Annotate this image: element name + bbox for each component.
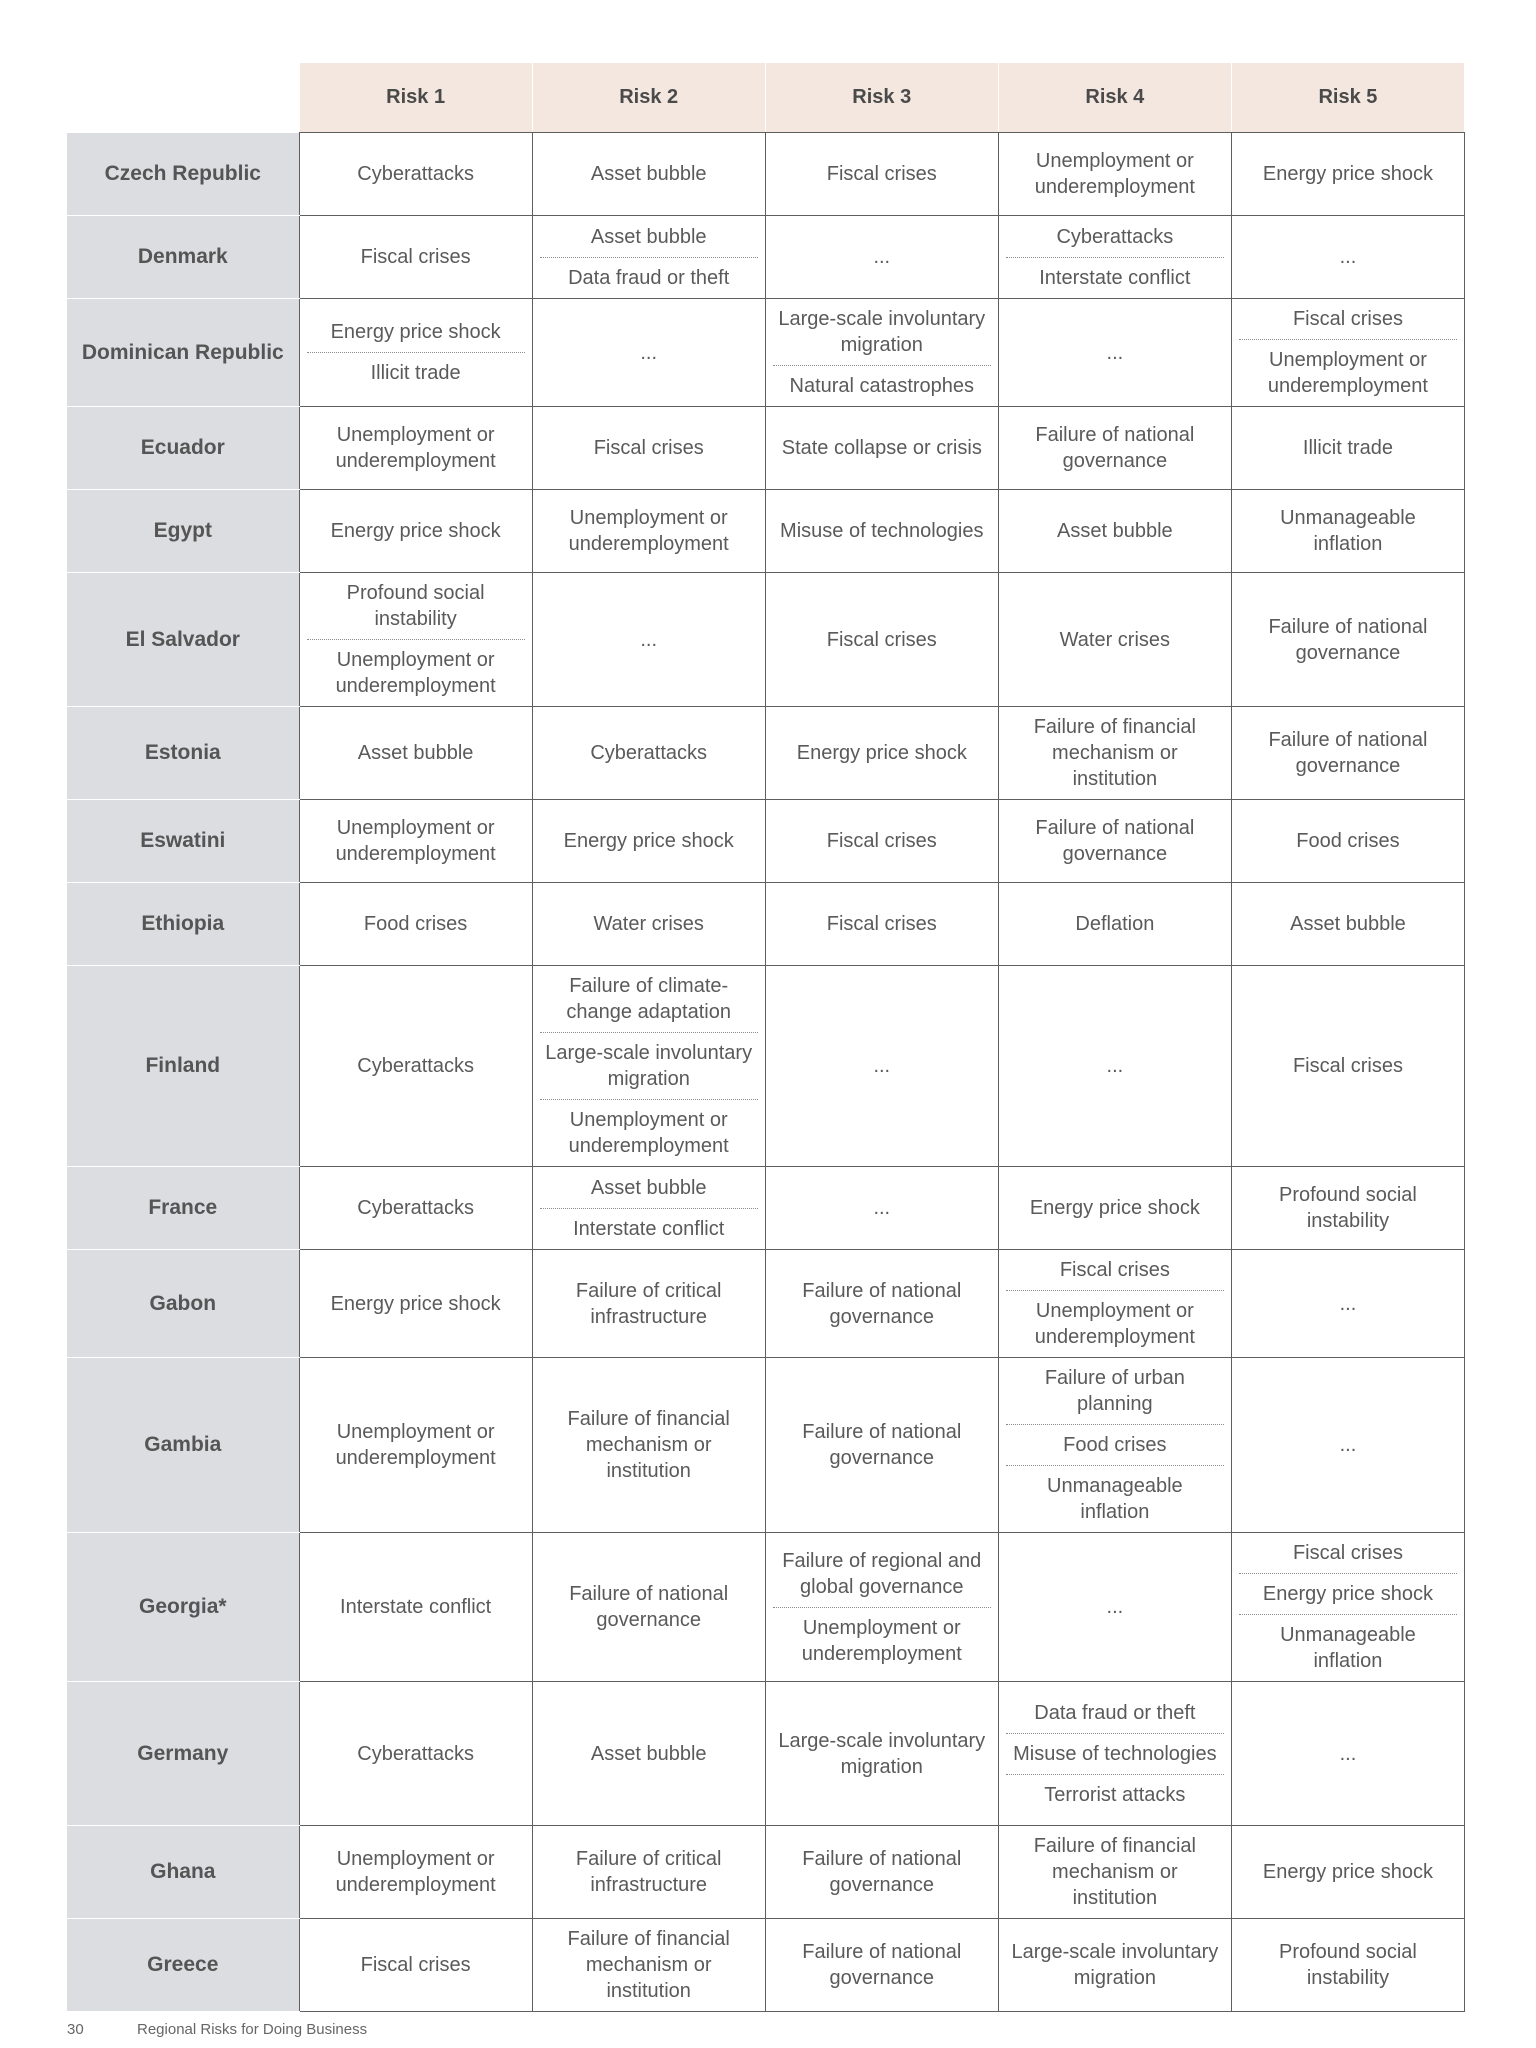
- risk-item: Failure of urban planning: [1044, 1367, 1185, 1415]
- risk-item: Profound social instability: [1279, 1941, 1417, 1989]
- risk-2-cell: [532, 1826, 765, 1919]
- risk-1-cell: [299, 1826, 532, 1919]
- risk-item: Failure of national governance: [802, 1421, 962, 1469]
- risk-item: ...: [1106, 1055, 1124, 1077]
- risk-3-cell: [765, 407, 998, 490]
- risk-3-cell: [765, 1167, 998, 1250]
- risk-5-cell: [1231, 1358, 1464, 1533]
- risk-1-cell: [299, 883, 532, 966]
- risk-2-cell: [532, 573, 765, 707]
- risk-2-cell: [532, 299, 765, 407]
- country-name: Dominican Republic: [67, 299, 299, 407]
- risk-5-cell: [1231, 216, 1464, 299]
- risk-4-cell: [998, 1250, 1231, 1358]
- risk-3-cell: [765, 1826, 998, 1919]
- risk-item: Failure of national governance: [1035, 817, 1195, 865]
- risk-4-cell: [998, 1533, 1231, 1682]
- country-name: Greece: [67, 1919, 299, 2012]
- risk-5-header: Risk 5: [1231, 63, 1464, 133]
- risk-4-cell: [998, 133, 1231, 216]
- risk-item: Misuse of technologies: [780, 520, 984, 542]
- risk-item: ...: [873, 246, 891, 268]
- table-body: [67, 133, 1465, 2012]
- risk-item: Large-scale involuntary migration: [540, 1032, 758, 1099]
- risk-item: ...: [1106, 1596, 1124, 1618]
- risk-item: Large-scale involuntary migration: [1011, 1941, 1219, 1989]
- risk-4-cell: [998, 966, 1231, 1167]
- risk-5-cell: [1231, 800, 1464, 883]
- risk-1-cell: [299, 1533, 532, 1682]
- risk-2-cell: [532, 1167, 765, 1250]
- risk-item: Failure of national governance: [1268, 615, 1428, 664]
- risk-item: Large-scale involuntary migration: [778, 1729, 986, 1778]
- risk-1-cell: [299, 707, 532, 800]
- country-name: Denmark: [67, 216, 299, 299]
- risk-item: Failure of national governance: [802, 1279, 962, 1328]
- risk-item: Asset bubble: [1057, 520, 1173, 542]
- risk-item: Failure of financial mechanism or institution: [1033, 1835, 1196, 1909]
- risk-item: Data fraud or theft: [540, 257, 758, 298]
- risk-5-cell: [1231, 299, 1464, 407]
- risk-item: Failure of critical infrastructure: [575, 1848, 722, 1896]
- risk-1-cell: [299, 1682, 532, 1826]
- risk-4-cell: [998, 1919, 1231, 2012]
- risk-item: Water crises: [593, 913, 704, 935]
- risk-3-cell: [765, 216, 998, 299]
- risk-item: Failure of national governance: [1268, 729, 1428, 777]
- risk-1-cell: [299, 216, 532, 299]
- table-row: [67, 707, 1465, 800]
- risk-4-cell: [998, 883, 1231, 966]
- country-name: France: [67, 1167, 299, 1250]
- risk-2-cell: [532, 800, 765, 883]
- risk-5-cell: [1231, 573, 1464, 707]
- risk-item: Unemployment or underemployment: [773, 1607, 991, 1674]
- risk-2-cell: [532, 1358, 765, 1533]
- risk-item: ...: [1339, 1292, 1357, 1315]
- risk-4-cell: [998, 800, 1231, 883]
- country-name: Georgia*: [67, 1533, 299, 1682]
- risk-item: Illicit trade: [1302, 437, 1393, 459]
- risk-item: Cyberattacks: [357, 163, 474, 185]
- risk-item: Failure of climate-change adaptation: [566, 975, 731, 1023]
- risk-item: Failure of national governance: [802, 1941, 962, 1989]
- risk-1-cell: [299, 407, 532, 490]
- risk-5-cell: [1231, 1167, 1464, 1250]
- risk-item: Food crises: [1006, 1424, 1224, 1465]
- risk-item: Cyberattacks: [357, 1197, 474, 1219]
- country-name: Gambia: [67, 1358, 299, 1533]
- country-name: Egypt: [67, 490, 299, 573]
- risk-3-cell: [765, 133, 998, 216]
- risk-item: Fiscal crises: [1292, 1542, 1403, 1564]
- risk-item: Failure of financial mechanism or institution: [567, 1928, 730, 2002]
- risk-item: Unemployment or underemployment: [335, 1848, 496, 1896]
- risk-2-cell: [532, 1919, 765, 2012]
- table-row: [67, 299, 1465, 407]
- risk-item: Failure of critical infrastructure: [575, 1279, 722, 1328]
- risk-3-cell: [765, 490, 998, 573]
- risk-item: ...: [640, 628, 658, 651]
- risk-item: Cyberattacks: [1056, 225, 1174, 248]
- risk-3-cell: [765, 573, 998, 707]
- risk-item: Failure of regional and global governance: [782, 1549, 982, 1598]
- risk-5-cell: [1231, 1919, 1464, 2012]
- risk-item: ...: [873, 1055, 891, 1077]
- risk-4-cell: [998, 1682, 1231, 1826]
- risk-item: Fiscal crises: [826, 628, 937, 651]
- risk-4-cell: [998, 216, 1231, 299]
- risk-item: Cyberattacks: [357, 1055, 474, 1077]
- risk-item: Energy price shock: [796, 742, 967, 764]
- risk-2-cell: [532, 1250, 765, 1358]
- risk-item: Unmanageable inflation: [1280, 507, 1416, 555]
- risk-2-cell: [532, 1533, 765, 1682]
- risk-item: Fiscal crises: [826, 913, 937, 935]
- risk-3-cell: [765, 883, 998, 966]
- country-name: El Salvador: [67, 573, 299, 707]
- risk-5-cell: [1231, 707, 1464, 800]
- risk-1-cell: [299, 299, 532, 407]
- risk-3-cell: [765, 966, 998, 1167]
- table-row: [67, 1533, 1465, 1682]
- risk-item: Food crises: [1296, 830, 1400, 852]
- risk-item: ...: [640, 341, 658, 364]
- risk-item: Energy price shock: [563, 830, 734, 852]
- country-name: Gabon: [67, 1250, 299, 1358]
- risk-item: ...: [1339, 1434, 1357, 1456]
- risk-item: Asset bubble: [590, 163, 707, 185]
- risk-item: Energy price shock: [330, 520, 501, 542]
- risk-1-header: Risk 1: [299, 63, 532, 133]
- risk-5-cell: [1231, 1682, 1464, 1826]
- risk-1-cell: [299, 573, 532, 707]
- risk-item: Asset bubble: [590, 1176, 707, 1199]
- risk-5-cell: [1231, 883, 1464, 966]
- risk-5-cell: [1231, 1533, 1464, 1682]
- risk-item: Unemployment or underemployment: [1006, 1290, 1224, 1357]
- table-row: [67, 1167, 1465, 1250]
- country-name: Ecuador: [67, 407, 299, 490]
- risk-item: Failure of national governance: [1035, 424, 1195, 472]
- risk-2-cell: [532, 133, 765, 216]
- table-row: [67, 800, 1465, 883]
- risk-item: ...: [1339, 246, 1357, 268]
- risk-item: Energy price shock: [330, 1292, 501, 1315]
- risk-2-cell: [532, 707, 765, 800]
- risk-3-cell: [765, 1682, 998, 1826]
- risk-item: Asset bubble: [1290, 913, 1406, 935]
- risk-item: Asset bubble: [590, 225, 707, 248]
- risk-4-cell: [998, 1358, 1231, 1533]
- risk-item: Fiscal crises: [826, 163, 937, 185]
- country-name: Germany: [67, 1682, 299, 1826]
- risk-2-header: Risk 2: [532, 63, 765, 133]
- risk-2-cell: [532, 407, 765, 490]
- corner-cell: [67, 63, 299, 133]
- risk-item: Unemployment or underemployment: [540, 1099, 758, 1166]
- risk-4-header: Risk 4: [998, 63, 1231, 133]
- risk-item: Fiscal crises: [1292, 308, 1403, 330]
- risk-item: Large-scale involuntary migration: [778, 308, 986, 356]
- risk-2-cell: [532, 883, 765, 966]
- risk-item: Energy price shock: [1262, 1861, 1433, 1883]
- risk-item: Unemployment or underemployment: [335, 817, 496, 865]
- risk-2-cell: [532, 216, 765, 299]
- table-row: [67, 133, 1465, 216]
- risk-item: Failure of national governance: [569, 1583, 729, 1631]
- risk-1-cell: [299, 133, 532, 216]
- risk-5-cell: [1231, 407, 1464, 490]
- table-row: [67, 1250, 1465, 1358]
- table-row: [67, 490, 1465, 573]
- risk-item: Asset bubble: [590, 1742, 707, 1765]
- risk-4-cell: [998, 707, 1231, 800]
- risk-item: Fiscal crises: [826, 830, 937, 852]
- risk-item: State collapse or crisis: [781, 437, 982, 459]
- country-name: Finland: [67, 966, 299, 1167]
- risk-5-cell: [1231, 1250, 1464, 1358]
- table-row: [67, 966, 1465, 1167]
- risk-2-cell: [532, 490, 765, 573]
- risk-item: Unemployment or underemployment: [568, 507, 729, 555]
- risk-item: Asset bubble: [357, 742, 474, 764]
- risk-item: ...: [873, 1197, 891, 1219]
- risk-item: ...: [1339, 1742, 1357, 1765]
- risk-item: Data fraud or theft: [1034, 1701, 1196, 1724]
- table-row: [67, 573, 1465, 707]
- risk-table: [67, 63, 1465, 2012]
- risk-item: Energy price shock: [1239, 1573, 1457, 1614]
- risk-3-cell: [765, 1533, 998, 1682]
- risk-item: Water crises: [1059, 628, 1171, 651]
- table-row: [67, 407, 1465, 490]
- risk-1-cell: [299, 1358, 532, 1533]
- risk-4-cell: [998, 407, 1231, 490]
- risk-3-cell: [765, 1250, 998, 1358]
- risk-2-cell: [532, 966, 765, 1167]
- risk-5-cell: [1231, 490, 1464, 573]
- risk-item: Fiscal crises: [1292, 1055, 1403, 1077]
- table-row: [67, 1826, 1465, 1919]
- risk-item: Failure of national governance: [802, 1848, 962, 1896]
- risk-2-cell: [532, 1682, 765, 1826]
- risk-item: Unemployment or underemployment: [335, 424, 496, 472]
- risk-item: Fiscal crises: [593, 437, 704, 459]
- page-number: 30: [67, 2021, 84, 2038]
- risk-item: Unmanageable inflation: [1239, 1614, 1457, 1681]
- country-name: Ethiopia: [67, 883, 299, 966]
- risk-item: Misuse of technologies: [1006, 1733, 1224, 1774]
- risk-3-cell: [765, 800, 998, 883]
- table-row: [67, 216, 1465, 299]
- risk-item: Energy price shock: [1029, 1197, 1200, 1219]
- risk-3-cell: [765, 707, 998, 800]
- risk-item: Fiscal crises: [360, 246, 471, 268]
- risk-5-cell: [1231, 1826, 1464, 1919]
- risk-item: Interstate conflict: [1006, 257, 1224, 298]
- risk-item: Fiscal crises: [360, 1954, 471, 1976]
- risk-item: Illicit trade: [307, 352, 525, 393]
- risk-1-cell: [299, 1167, 532, 1250]
- risk-item: Failure of financial mechanism or institution: [567, 1408, 730, 1482]
- country-name: Czech Republic: [67, 133, 299, 216]
- risk-item: Deflation: [1075, 913, 1155, 935]
- risk-1-cell: [299, 966, 532, 1167]
- risk-item: Cyberattacks: [590, 742, 708, 764]
- risk-item: Unmanageable inflation: [1006, 1465, 1224, 1532]
- risk-4-cell: [998, 490, 1231, 573]
- risk-3-cell: [765, 299, 998, 407]
- risk-item: Natural catastrophes: [773, 365, 991, 406]
- risk-item: Interstate conflict: [340, 1596, 492, 1618]
- risk-5-cell: [1231, 966, 1464, 1167]
- table-row: [67, 1358, 1465, 1533]
- risk-4-cell: [998, 573, 1231, 707]
- risk-item: Energy price shock: [1262, 163, 1433, 185]
- risk-item: Interstate conflict: [540, 1208, 758, 1249]
- risk-1-cell: [299, 1250, 532, 1358]
- risk-item: Profound social instability: [1279, 1184, 1417, 1232]
- risk-item: Failure of financial mechanism or institution: [1033, 716, 1196, 790]
- risk-item: Energy price shock: [330, 321, 501, 343]
- risk-1-cell: [299, 490, 532, 573]
- risk-item: Cyberattacks: [357, 1742, 474, 1765]
- country-name: Eswatini: [67, 800, 299, 883]
- country-name: Estonia: [67, 707, 299, 800]
- risk-4-cell: [998, 1826, 1231, 1919]
- risk-4-cell: [998, 299, 1231, 407]
- risk-5-cell: [1231, 133, 1464, 216]
- table-row: [67, 883, 1465, 966]
- risk-item: ...: [1106, 341, 1124, 364]
- risk-1-cell: [299, 1919, 532, 2012]
- footer-title: Regional Risks for Doing Business: [137, 2021, 368, 2038]
- risk-item: Fiscal crises: [1059, 1259, 1170, 1281]
- risk-3-cell: [765, 1919, 998, 2012]
- risk-item: Unemployment or underemployment: [307, 639, 525, 706]
- table-row: [67, 1919, 1465, 2012]
- risk-item: Unemployment or underemployment: [335, 1421, 496, 1469]
- risk-item: Terrorist attacks: [1006, 1774, 1224, 1815]
- table-row: [67, 1682, 1465, 1826]
- country-name: Ghana: [67, 1826, 299, 1919]
- risk-3-header: Risk 3: [765, 63, 998, 133]
- risk-4-cell: [998, 1167, 1231, 1250]
- risk-1-cell: [299, 800, 532, 883]
- risk-item: Profound social instability: [346, 582, 485, 630]
- header-row: [67, 63, 1465, 133]
- risk-3-cell: [765, 1358, 998, 1533]
- risk-item: Food crises: [363, 913, 468, 935]
- risk-item: Unemployment or underemployment: [1239, 339, 1457, 406]
- risk-item: Unemployment or underemployment: [1034, 150, 1195, 198]
